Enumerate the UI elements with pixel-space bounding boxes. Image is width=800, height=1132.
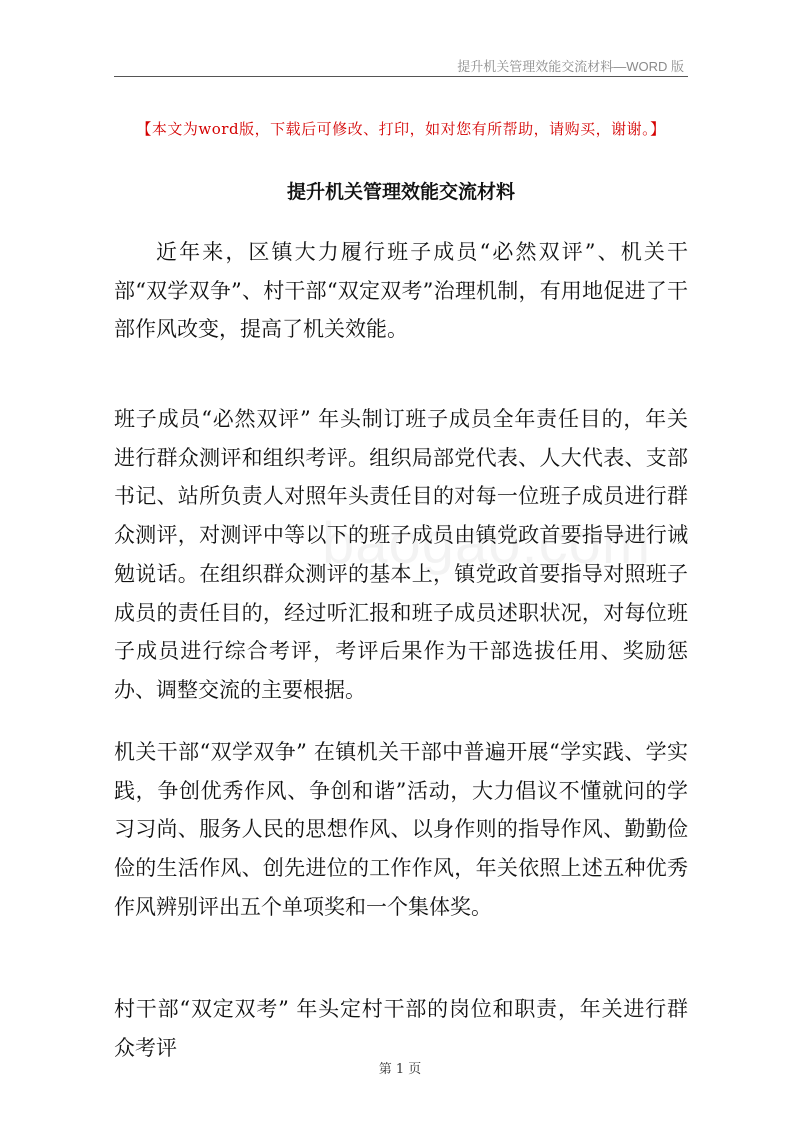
paragraph-village-cadre: 村干部“双定双考” 年头定村干部的岗位和职责，年关进行群众考评	[114, 997, 688, 1060]
paragraph-intro: 近年来，区镇大力履行班子成员“必然双评”、机关干部“双学双争”、村干部“双定双考”治理机制，有用地促进了干部作风改变，提高了机关效能。	[114, 240, 688, 342]
page-number: 第 1 页	[378, 1062, 422, 1077]
paragraph-staff-study: 机关干部“双学双争” 在镇机关干部中普遍开展“学实践、学实践，争创优秀作风、争创和谐”活动，大力倡议不懂就问的学习习尚、服务人民的思想作风、以身作则的指导作风、勤勤俭俭的生活作风、创先进位的工作作风，年关依照上述五种优秀作风辨别评出五个单项奖和一个集体奖。	[114, 740, 688, 919]
header-divider	[114, 76, 688, 77]
paragraph-leadership-review: 班子成员“必然双评” 年头制订班子成员全年责任目的，年关进行群众测评和组织考评。组织局部党代表、人大代表、支部书记、站所负责人对照年头责任目的对每一位班子成员进行群众测评，对测评中等以下的班子成员由镇党政首要指导进行诫勉说话。在组织群众测评的基本上，镇党政首要指导对照班子成员的责任目的，经过听汇报和班子成员述职状况，对每位班子成员进行综合考评，考评后果作为干部选拔任用、奖励惩办、调整交流的主要根据。	[114, 407, 688, 702]
download-notice: 【本文为word版，下载后可修改、打印，如对您有所帮助，请购买，谢谢。】	[136, 120, 666, 138]
running-header: 提升机关管理效能交流材料—WORD 版	[457, 59, 684, 74]
document-title: 提升机关管理效能交流材料	[286, 181, 515, 203]
